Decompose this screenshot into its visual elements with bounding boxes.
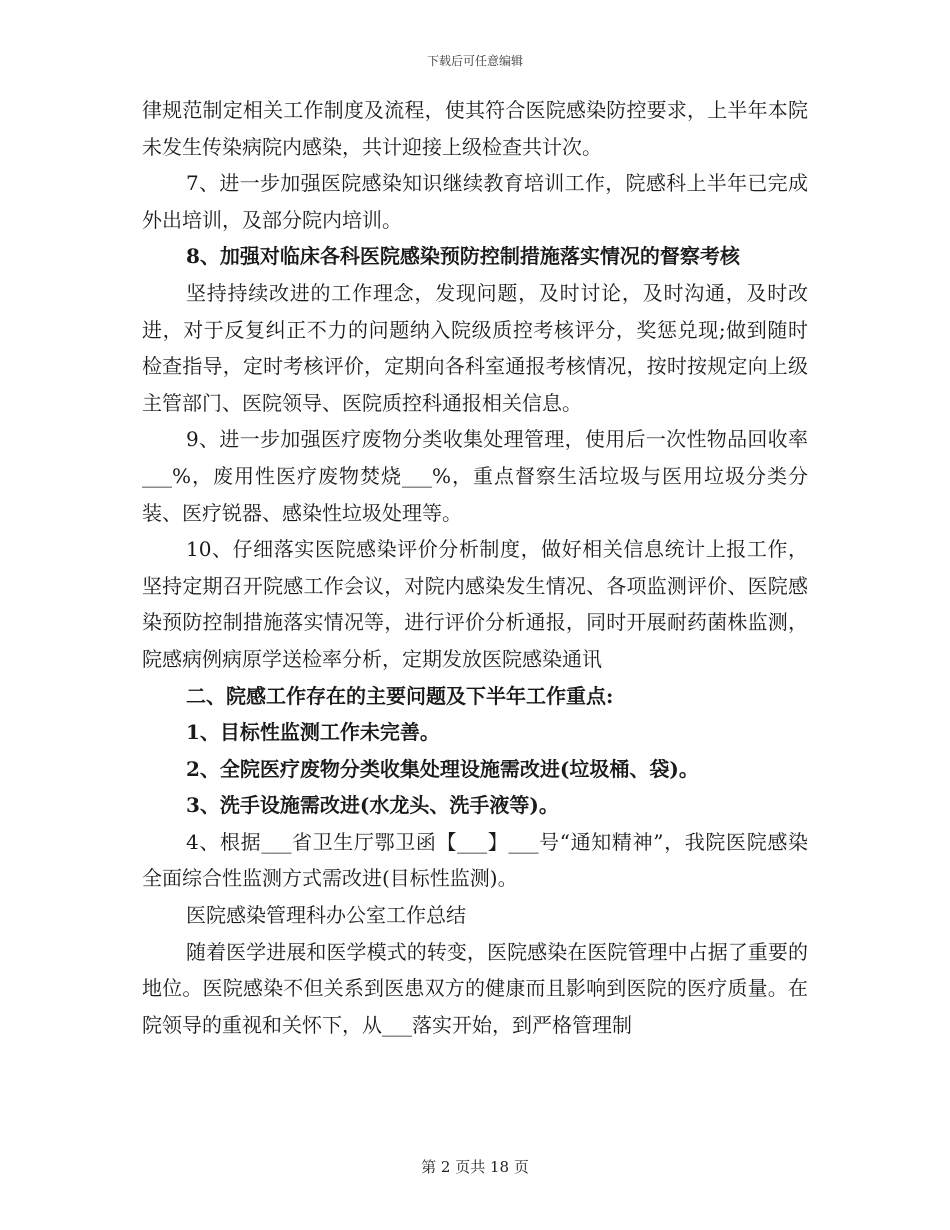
issue-item-2: 2、全院医疗废物分类收集处理设施需改进(垃圾桶、袋)。 <box>186 756 699 781</box>
paragraph-4: 坚持持续改进的工作理念，发现问题，及时讨论，及时沟通，及时改进，对于反复纠正不力的问题纳入院级质控考核评分，奖惩兑现;做到随时检查指导，定时考核评价，定期向各科室通报考核情况，按时按规定向上级主管部门、医院领导、医院质控科通报相关信息。 <box>142 280 808 415</box>
paragraph-2: 7、进一步加强医院感染知识继续教育培训工作，院感科上半年已完成外出培训，及部分院内培训。 <box>142 171 808 232</box>
page-header: 下载后可任意编辑 <box>426 54 523 68</box>
issue-item-3: 3、洗手设施需改进(水龙头、洗手液等)。 <box>186 793 559 818</box>
section-heading-2: 二、院感工作存在的主要问题及下半年工作重点: <box>186 683 614 708</box>
subtitle: 医院感染管理科办公室工作总结 <box>186 903 466 928</box>
paragraph-1: 律规范制定相关工作制度及流程，使其符合医院感染防控要求，上半年本院未发生传染病院内感染，共计迎接上级检查共计次。 <box>142 98 808 159</box>
page-footer: 第 2 页共 18 页 <box>421 1158 529 1176</box>
paragraph-3-heading: 8、加强对临床各科医院感染预防控制措施落实情况的督察考核 <box>186 244 740 269</box>
paragraph-6: 10、仔细落实医院感染评价分析制度，做好相关信息统计上报工作，坚持定期召开院感工作会议，对院内感染发生情况、各项监测评价、医院感染预防控制措施落实情况等，进行评价分析通报，同时开展耐药菌株监测，院感病例病原学送检率分析，定期发放医院感染通讯 <box>142 537 808 671</box>
issue-item-1: 1、目标性监测工作未完善。 <box>186 720 440 745</box>
document-body <box>142 92 808 1043</box>
paragraph-last: 随着医学进展和医学模式的转变，医院感染在医院管理中占据了重要的地位。医院感染不但关系到医患双方的健康而且影响到医院的医疗质量。在院领导的重视和关怀下，从___落实开始，到严格管理制 <box>142 939 808 1037</box>
issue-item-4: 4、根据___省卫生厅鄂卫函【___】___号“通知精神”，我院医院感染全面综合性监测方式需改进(目标性监测)。 <box>142 829 808 891</box>
paragraph-5: 9、进一步加强医疗废物分类收集处理管理，使用后一次性物品回收率___%，废用性医疗废物焚烧___%，重点督察生活垃圾与医用垃圾分类分装、医疗锐器、感染性垃圾处理等。 <box>142 427 808 525</box>
